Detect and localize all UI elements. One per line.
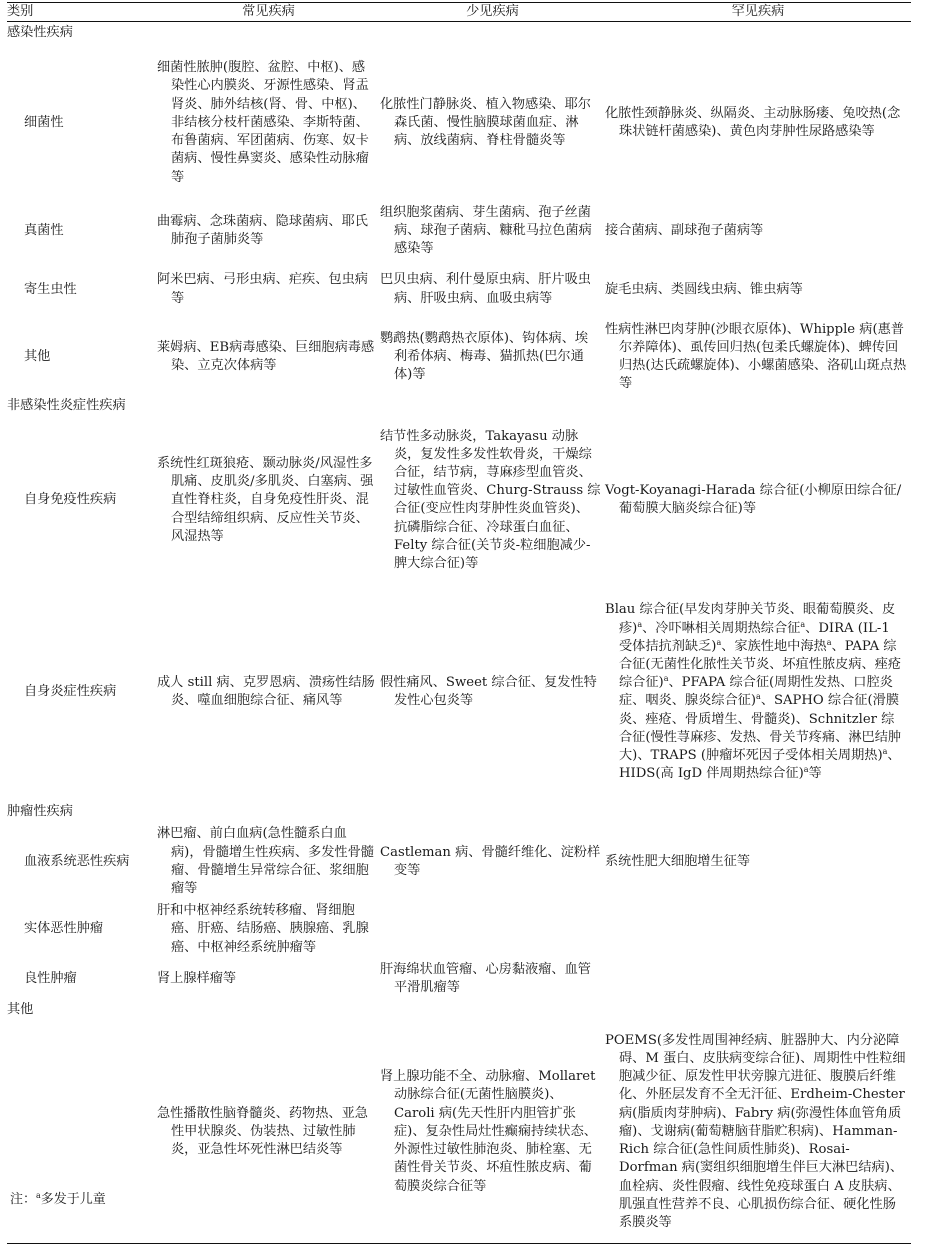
rare-cell: 旋毛虫病、类圆线虫病、锥虫病等 (605, 281, 803, 297)
category-label: 肿瘤性疾病 (7, 804, 73, 820)
footnote-marker: a (716, 637, 722, 647)
subcategory-label: 寄生虫性 (24, 281, 77, 297)
subcategory-label: 良性肿瘤 (24, 970, 77, 986)
table-row (7, 900, 911, 959)
header-common: 常见疾病 (157, 3, 380, 22)
rare-cell: 化脓性颈静脉炎、纵隔炎、主动脉肠瘘、兔咬热(念珠状链杆菌感染)、黄色肉芽肿性尿路感染等 (605, 105, 901, 139)
common-cell: 肝和中枢神经系统转移瘤、肾细胞癌、肝癌、结肠癌、胰腺癌、乳腺癌、中枢神经系统肿瘤等 (157, 903, 369, 955)
common-cell: 成人 still 病、克罗恩病、溃疡性结肠炎、噬血细胞综合征、痛风等 (157, 675, 375, 709)
rare-text-segment: 、SAPHO 综合征(滑膜炎、痤疮、骨质增生、骨髓炎)、Schnitzler 综合征(慢性荨麻疹、发热、骨关节疼痛、淋巴结肿大)、TRAPS (肿瘤坏死因子受体相关周期热) (619, 693, 902, 764)
table-row (7, 44, 911, 202)
uncommon-cell (380, 900, 605, 959)
table-row (7, 1021, 911, 1243)
table-row (7, 319, 911, 396)
table-row (7, 261, 911, 319)
footnote-marker: a (882, 747, 888, 757)
footnote-marker: a (637, 619, 643, 629)
subcategory-label: 真菌性 (24, 223, 64, 239)
disease-classification-table (7, 2, 911, 1244)
uncommon-cell: 巴贝虫病、利什曼原虫病、肝片吸虫病、肝吸虫病、血吸虫病等 (380, 272, 591, 306)
subcategory-label: 其他 (24, 348, 51, 364)
header-rare: 罕见疾病 (605, 3, 911, 22)
footnote-prefix: 注： (10, 1192, 37, 1207)
common-cell: 系统性红斑狼疮、颞动脉炎/风湿性多肌痛、皮肌炎/多肌炎、白塞病、强直性脊柱炎，自身免疫性肝炎、混合型结缔组织病、反应性关节炎、风湿热等 (157, 455, 374, 544)
group-row (7, 801, 911, 823)
disease-table-container (7, 2, 911, 1244)
rare-text-segment: 、家族性地中海热 (721, 638, 827, 654)
rare-cell: 性病性淋巴肉芽肿(沙眼衣原体)、Whipple 病(惠普尔养障体)、虱传回归热(包柔氏螺旋体)、蜱传回归热(达氏疏螺旋体)、小螺菌感染、洛矶山斑点热等 (605, 321, 907, 392)
uncommon-cell: 化脓性门静脉炎、植入物感染、耶尔森氏菌、慢性脑膜球菌血症、淋病、放线菌病、脊柱骨髓炎等 (380, 96, 591, 149)
uncommon-cell: 组织胞浆菌病、芽生菌病、孢子丝菌病、球孢子菌病、糠秕马拉色菌病感染等 (380, 205, 592, 257)
subcategory-label: 血液系统恶性疾病 (24, 853, 130, 869)
common-cell: 莱姆病、EB病毒感染、巨细胞病毒感染、立克次体病等 (157, 339, 375, 374)
footnote-marker: a (663, 674, 669, 684)
category-label: 其他 (7, 1002, 34, 1018)
table-row (7, 417, 911, 583)
category-label: 非感染性炎症性疾病 (7, 398, 126, 414)
rare-cell (605, 959, 911, 999)
header-category: 类别 (7, 3, 157, 22)
table-header-row (7, 3, 911, 22)
table-footnote (10, 1188, 106, 1207)
subcategory-label (7, 1021, 157, 1243)
rare-text-segment: 、DIRA (IL-1 受体拮抗剂缺乏) (619, 620, 890, 654)
rare-cell: 系统性肥大细胞增生征等 (605, 853, 751, 869)
subcategory-label: 实体恶性肿瘤 (24, 921, 104, 937)
footnote-marker: a (826, 637, 832, 647)
rare-text-segment: 、PFAPA 综合征(周期性发热、口腔炎症、咽炎、腺炎综合征) (619, 675, 893, 709)
group-row (7, 395, 911, 417)
uncommon-cell: 肝海绵状血管瘤、心房黏液瘤、血管平滑肌瘤等 (380, 961, 591, 996)
subcategory-label: 自身免疫性疾病 (24, 492, 117, 508)
uncommon-cell: Castleman 病、骨髓纤维化、淀粉样变等 (380, 844, 601, 878)
rare-text-segment: 等 (808, 766, 822, 782)
common-cell: 肾上腺样瘤等 (157, 970, 237, 986)
group-row (7, 999, 911, 1021)
group-row (7, 22, 911, 45)
rare-cell: 接合菌病、副球孢子菌病等 (605, 223, 764, 239)
uncommon-cell: 鹦鹉热(鹦鹉热衣原体)、钩体病、埃利希体病、梅毒、猫抓热(巴尔通体)等 (380, 330, 589, 383)
rare-cell (605, 583, 911, 801)
subcategory-label: 自身炎症性疾病 (24, 684, 117, 700)
common-cell: 淋巴瘤、前白血病(急性髓系白血病)，骨髓增生性疾病、多发性骨髓瘤、骨髓增生异常综合征、浆细胞瘤等 (157, 826, 374, 897)
common-cell: 急性播散性脑脊髓炎、药物热、亚急性甲状腺炎、伪装热、过敏性肺炎，亚急性坏死性淋巴结炎等 (157, 1105, 368, 1158)
subcategory-label: 细菌性 (24, 114, 64, 130)
rare-text-segment: 、冷吓啉相关周期热综合征 (642, 620, 801, 636)
footnote-marker: a (800, 619, 806, 629)
rare-text-segment: 、HIDS(高 IgD 伴周期热综合征) (619, 748, 901, 782)
common-cell: 曲霉病、念珠菌病、隐球菌病、耶氏肺孢子菌肺炎等 (157, 214, 368, 248)
table-row (7, 959, 911, 999)
table-row (7, 202, 911, 261)
footnote-marker: a (803, 765, 809, 775)
rare-text-segment: 、PAPA 综合征(无菌性化脓性关节炎、坏疽性脓皮病、痤疮综合征) (619, 638, 902, 691)
footnote-text: 多发于儿童 (40, 1192, 106, 1207)
uncommon-cell: 肾上腺功能不全、动脉瘤、Mollaret动脉综合征(无菌性脑膜炎)、Caroli 病(先天性肝内胆管扩张症)、复杂性局灶性癫痫持续状态、外源性过敏性肺泡炎、肺栓塞、无菌性骨关节炎、坏疽性脓皮病、葡萄膜炎综合征等 (380, 1069, 597, 1194)
footnote-marker: a (756, 692, 761, 702)
uncommon-cell: 结节性多动脉炎，Takayasu 动脉炎，复发性多发性软骨炎，干燥综合征，结节病，荨麻疹型血管炎、过敏性血管炎、Churg-Strauss 综合征(变应性肉芽肿性炎血管炎)、抗磷脂综合征、冷球蛋白血征、Felty 综合征(关节炎-粒细胞减少-脾大综合征)等 (380, 428, 601, 572)
uncommon-cell: 假性痛风、Sweet 综合征、复发性特发性心包炎等 (380, 675, 597, 709)
category-label: 感染性疾病 (7, 24, 73, 40)
rare-cell (605, 900, 911, 959)
rare-cell: POEMS(多发性周围神经病、脏器肿大、内分泌障碍、M 蛋白、皮肤病变综合征)、周期性中性粒细胞减少征、原发性甲状旁腺亢进征、腹膜后纤维化、外胚层发育不全无汗征、Erdheim-Chester 病(脂质肉芽肿病)、Fabry 病(弥漫性体血管角质瘤)、戈谢病(葡萄糖脑苷脂贮积病)、Hamman-Rich 综合征(急性间质性肺炎)、Rosai-Dorfman 病(窦组织细胞增生伴巨大淋巴结病)、血栓病、炎性假瘤、线性免疫球蛋白 A 皮肤病、肌强直性营养不良、心肌损伤综合征、硬化性肠系膜炎等 (605, 1032, 906, 1230)
header-uncommon: 少见疾病 (380, 3, 605, 22)
common-cell: 细菌性脓肿(腹腔、盆腔、中枢)、感染性心内膜炎、牙源性感染、肾盂肾炎、肺外结核(肾、骨、中枢)、非结核分枝杆菌感染、李斯特菌、布鲁菌病、军团菌病、伤寒、奴卡菌病、慢性鼻窦炎、感染性动脉瘤等 (157, 60, 369, 185)
table-row (7, 583, 911, 801)
footnote-marker: a (36, 1191, 41, 1200)
rare-cell: Vogt-Koyanagi-Harada 综合征(小柳原田综合征/葡萄膜大脑炎综合征)等 (605, 483, 902, 517)
rare-text-segment: Blau 综合征(早发肉芽肿关节炎、眼葡萄膜炎、皮疹) (605, 602, 896, 636)
common-cell: 阿米巴病、弓形虫病、疟疾、包虫病等 (157, 272, 368, 306)
table-row (7, 823, 911, 900)
